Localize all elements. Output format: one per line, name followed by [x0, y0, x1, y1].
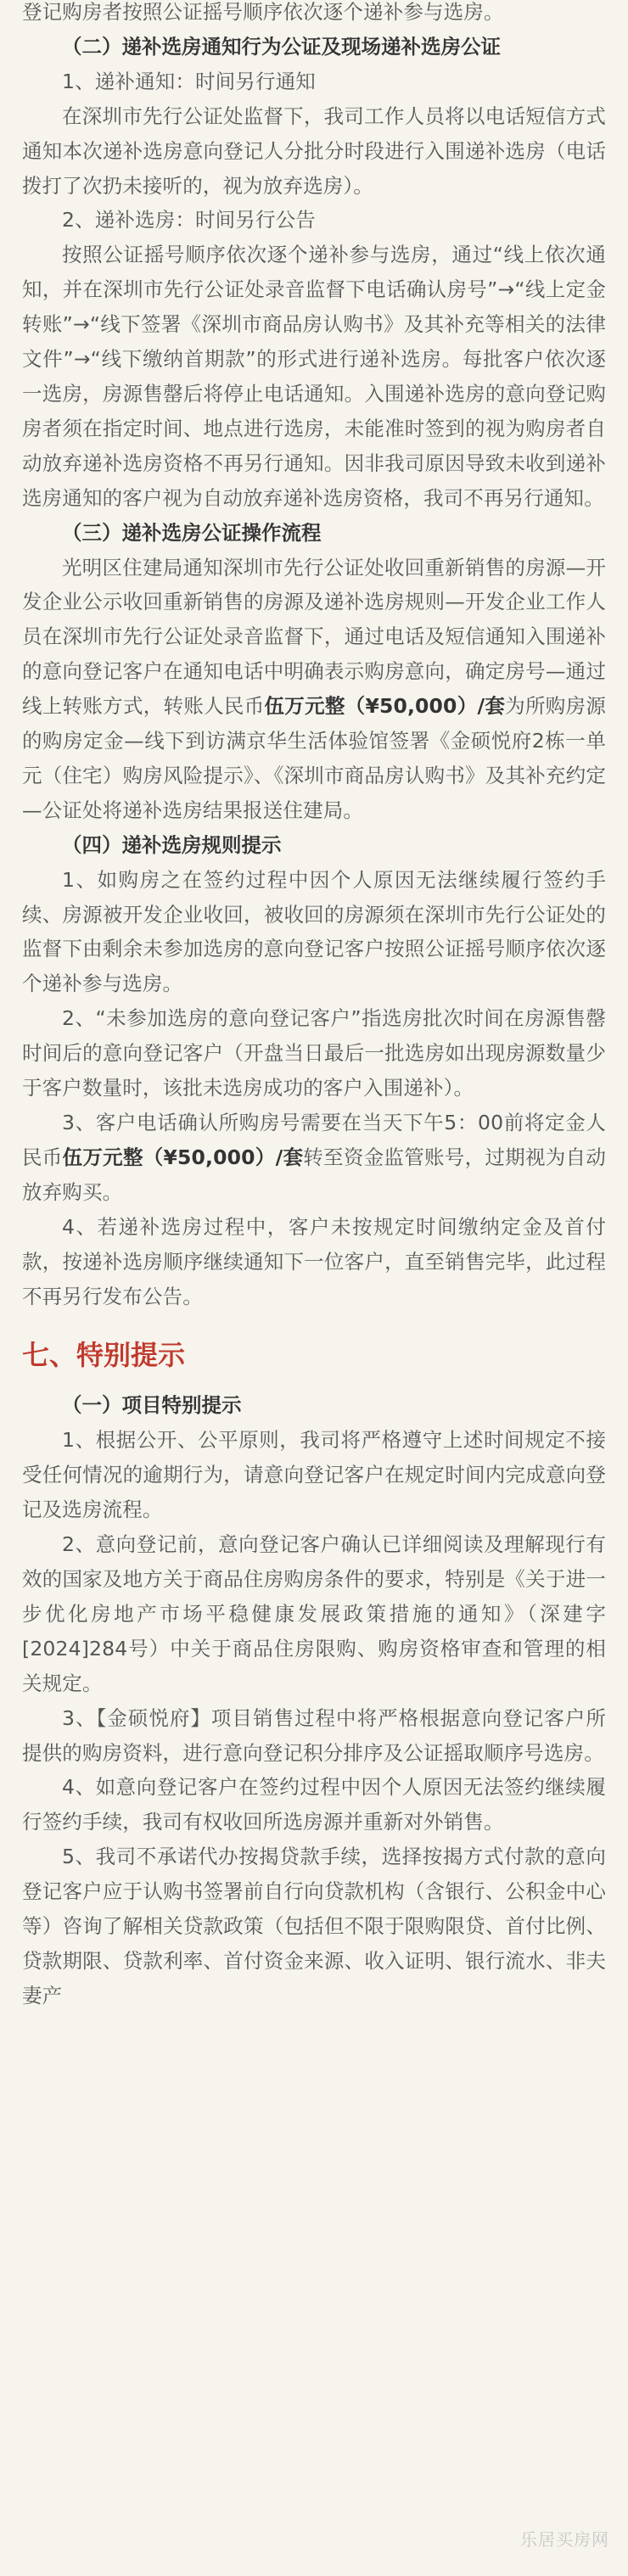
process-body-a: 光明区住建局通知深圳市先行公证处收回重新销售的房源—开发企业公示收回重新销售的房源及递补选房规则—开发企业工作人员在深圳市先行公证处录音监督下，通过电话及短信通知入围递补的意向登记客户在通知电话中明确表示购房意向，确定房号—通过线上转账方式，转账人民币	[22, 555, 606, 719]
rule-3-b: 转至资金监管账号，过期视为自动放弃购买。	[22, 1145, 606, 1204]
notice-head: 1、递补通知：时间另行通知	[62, 69, 316, 93]
rule-3-amount: 伍万元整（¥50,000）/套	[62, 1145, 304, 1169]
selection-body: 按照公证摇号顺序依次逐个递补参与选房，通过“线上依次通知，并在深圳市先行公证处录音监督下电话确认房号”→“线上定金转账”→“线下签署《深圳市商品房认购书》及其补充等相关的法律文件”→“线下缴纳首期款”的形式进行递补选房。每批客户依次逐一选房，房源售罄后将停止电话通知。入围递补选房的意向登记购房者须在指定时间、地点进行选房，未能准时签到的视为购房者自动放弃递补选房资格不再另行通知。因非我司原因导致未收到递补选房通知的客户视为自动放弃递补选房资格，我司不再另行通知。	[22, 243, 606, 510]
subsection-3-title: （三）递补选房公证操作流程	[62, 520, 322, 545]
selection-head: 2、递补选房：时间另行公告	[62, 208, 316, 232]
watermark: 乐居买房网	[520, 2529, 609, 2550]
tip-3: 3、【金硕悦府】项目销售过程中将严格根据意向登记客户所提供的购房资料，进行意向登记积分排序及公证摇取顺序号选房。	[22, 1705, 606, 1765]
notice-body: 在深圳市先行公证处监督下，我司工作人员将以电话短信方式通知本次递补选房意向登记人分批分时段进行入围递补选房（电话拨打了次扔未接听的，视为放弃选房）。	[22, 104, 606, 198]
rule-3-a: 3、客户电话确认所购房号需要在当天下午5：00前将定金人民币	[22, 1111, 606, 1169]
section-7-title: 七、特别提示	[22, 1339, 186, 1372]
rule-4: 4、若递补选房过程中，客户未按规定时间缴纳定金及首付款，按递补选房顺序继续通知下一位客户，直至销售完毕，此过程不再另行发布公告。	[22, 1214, 606, 1308]
rule-2: 2、“未参加选房的意向登记客户”指选房批次时间在房源售罄时间后的意向登记客户（开盘当日最后一批选房如出现房源数量少于客户数量时，该批未选房成功的客户入围递补）。	[22, 1006, 606, 1100]
tip-2: 2、意向登记前，意向登记客户确认已详细阅读及理解现行有效的国家及地方关于商品住房购房条件的要求，特别是《关于进一步优化房地产市场平稳健康发展政策措施的通知》（深建字[2024]284号）中关于商品住房限购、购房资格审查和管理的相关规定。	[22, 1532, 606, 1695]
rule-1: 1、如购房之在签约过程中因个人原因无法继续履行签约手续、房源被开发企业收回，被收回的房源须在深圳市先行公证处的监督下由剩余未参加选房的意向登记客户按照公证摇号顺序依次逐个递补参与选房。	[22, 867, 606, 996]
process-paragraph	[22, 551, 606, 828]
subsection-4-title: （四）递补选房规则提示	[62, 832, 282, 857]
tip-4: 4、如意向登记客户在签约过程中因个人原因无法签约继续履行签约手续，我司有权收回所选房源并重新对外销售。	[22, 1775, 606, 1834]
top-line: 登记购房者按照公证摇号顺序依次逐个递补参与选房。	[22, 0, 504, 24]
process-body-b: 为所购房源的购房定金—线下到访满京华生活体验馆签署《金硕悦府2栋一单元（住宅）购房风险提示》、《深圳市商品房认购书》及其补充约定—公证处将递补选房结果报送住建局。	[22, 694, 606, 822]
tip-1: 1、根据公开、公平原则，我司将严格遵守上述时间规定不接受任何情况的逾期行为，请意向登记客户在规定时间内完成意向登记及选房流程。	[22, 1428, 606, 1522]
deposit-amount: 伍万元整（¥50,000）/套	[264, 694, 506, 719]
project-tips-title: （一）项目特别提示	[62, 1393, 242, 1418]
rule-3	[22, 1106, 606, 1210]
subsection-2-title: （二）递补选房通知行为公证及现场递补选房公证	[62, 34, 501, 59]
tip-5: 5、我司不承诺代办按揭贷款手续，选择按揭方式付款的意向登记客户应于认购书签署前自行向贷款机构（含银行、公积金中心等）咨询了解相关贷款政策（包括但不限于限购限贷、首付比例、贷款期限、贷款利率、首付资金来源、收入证明、银行流水、非夫妻产	[22, 1845, 606, 2008]
